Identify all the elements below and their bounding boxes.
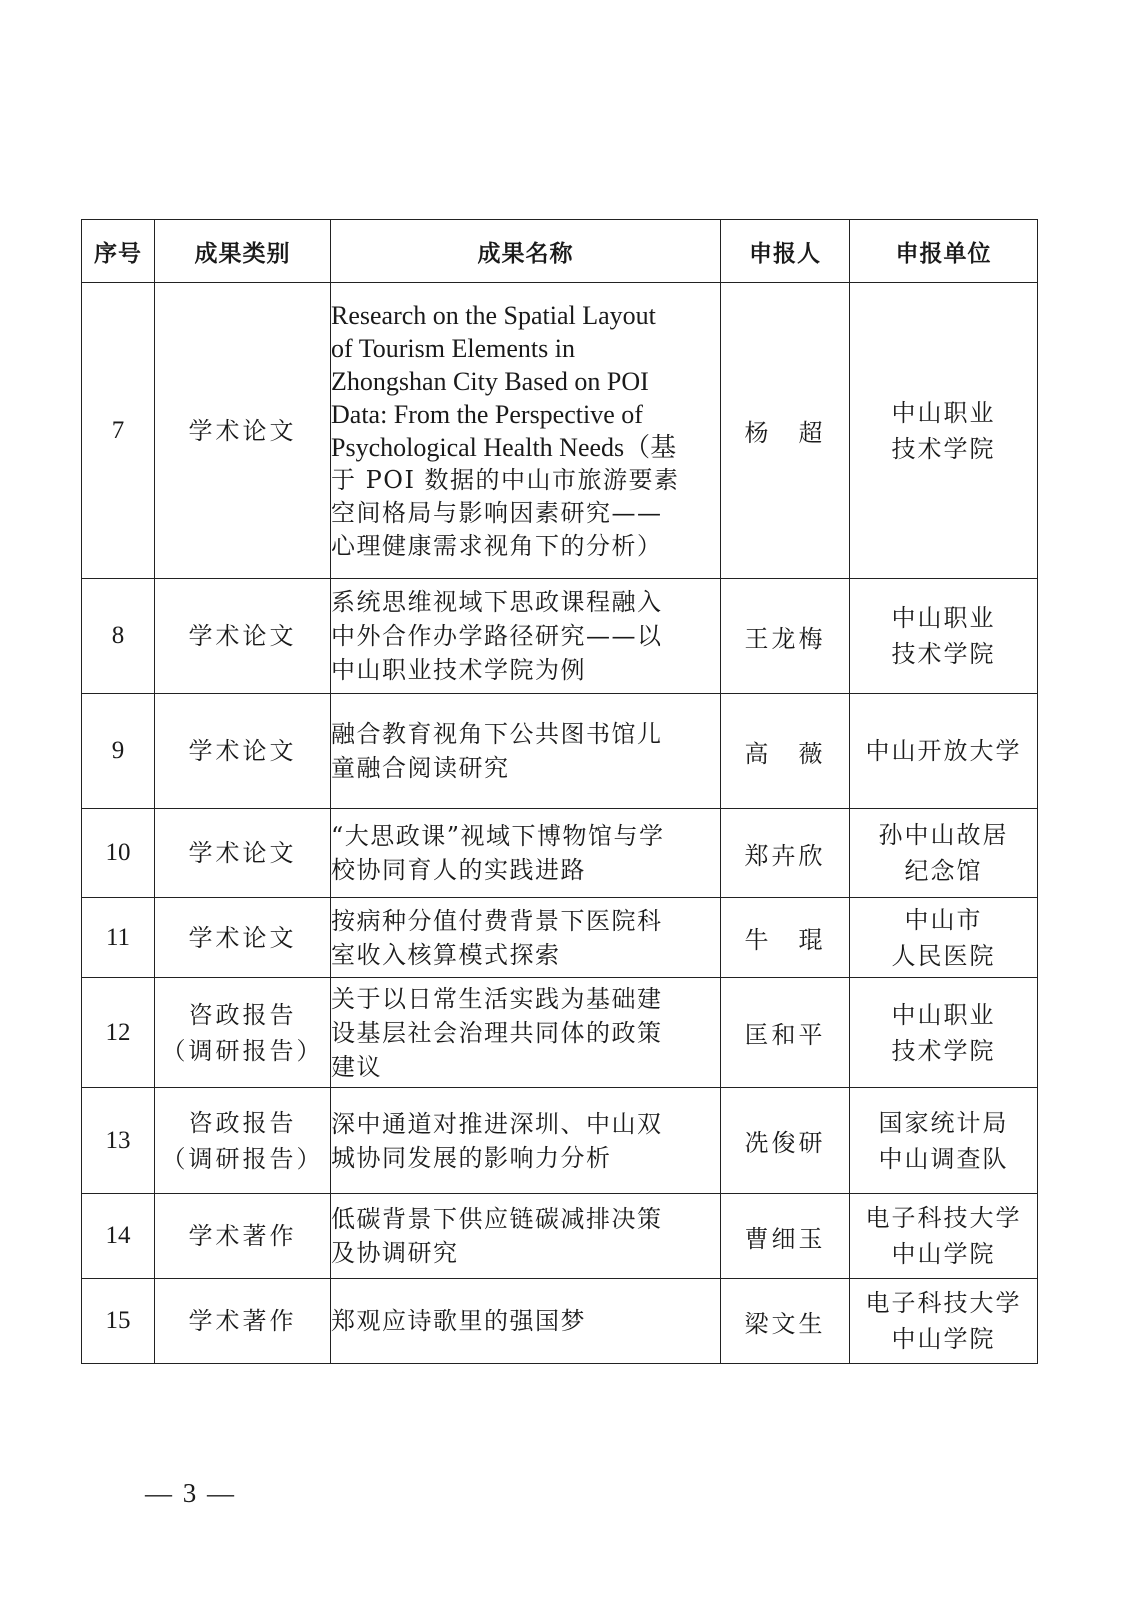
cell-unit <box>850 1088 1038 1194</box>
table-row <box>82 1088 1038 1194</box>
category-line: （调研报告） <box>161 1036 324 1065</box>
title-line: of Tourism Elements in <box>331 333 575 363</box>
cell-unit <box>850 809 1038 898</box>
table-row <box>82 579 1038 694</box>
unit-line: 中山职业 <box>891 398 996 427</box>
header-serial-no: 序号 <box>82 220 155 283</box>
header-category: 成果类别 <box>155 220 331 283</box>
table-row <box>82 809 1038 898</box>
title-line: 建议 <box>331 1052 382 1081</box>
cell-category <box>155 1194 331 1279</box>
title-line: Psychological Health Needs（基 <box>331 432 677 462</box>
table-row <box>82 283 1038 579</box>
title-line: Research on the Spatial Layout <box>331 300 656 330</box>
cell-applicant: 冼俊研 <box>721 1088 850 1194</box>
header-unit: 申报单位 <box>850 220 1038 283</box>
cell-unit <box>850 579 1038 694</box>
header-applicant: 申报人 <box>721 220 850 283</box>
unit-line: 电子科技大学 <box>865 1289 1022 1317</box>
cell-category <box>155 579 331 694</box>
cell-category <box>155 809 331 898</box>
category-line: （调研报告） <box>161 1144 324 1173</box>
cell-title <box>331 978 721 1088</box>
cell-title <box>331 1279 721 1364</box>
cell-serial-no: 15 <box>82 1279 155 1364</box>
unit-line: 中山调查队 <box>878 1144 1009 1173</box>
table-row <box>82 978 1038 1088</box>
cell-category <box>155 1088 331 1194</box>
cell-serial-no: 9 <box>82 694 155 809</box>
table-row <box>82 694 1038 809</box>
results-table <box>81 219 1038 1364</box>
cell-title <box>331 579 721 694</box>
unit-line: 技术学院 <box>891 1036 996 1065</box>
results-table-container <box>81 219 1037 1364</box>
cell-category <box>155 1279 331 1364</box>
title-line: 深中通道对推进深圳、中山双 <box>331 1109 663 1138</box>
cell-unit <box>850 978 1038 1088</box>
cell-category <box>155 694 331 809</box>
unit-line: 中山学院 <box>891 1240 996 1268</box>
title-line: “大思政课”视域下博物馆与学 <box>331 822 665 850</box>
table-row <box>82 898 1038 978</box>
table-row <box>82 1194 1038 1279</box>
unit-line: 中山市 <box>904 905 983 934</box>
title-line: 空间格局与影响因素研究—— <box>331 498 663 527</box>
unit-line: 中山职业 <box>891 1000 996 1029</box>
category-line: 学术论文 <box>188 737 297 765</box>
cell-serial-no: 11 <box>82 898 155 978</box>
table-row <box>82 1279 1038 1364</box>
unit-line: 中山开放大学 <box>865 737 1022 765</box>
category-line: 学术论文 <box>188 416 297 445</box>
cell-serial-no: 13 <box>82 1088 155 1194</box>
unit-line: 技术学院 <box>891 434 996 463</box>
unit-line: 技术学院 <box>891 640 996 668</box>
cell-serial-no: 10 <box>82 809 155 898</box>
cell-applicant: 郑卉欣 <box>721 809 850 898</box>
cell-applicant: 高 薇 <box>721 694 850 809</box>
title-line: 设基层社会治理共同体的政策 <box>331 1018 663 1047</box>
cell-title <box>331 1194 721 1279</box>
cell-applicant: 牛 琨 <box>721 898 850 978</box>
title-line: 童融合阅读研究 <box>331 754 510 782</box>
table-header-row <box>82 220 1038 283</box>
category-line: 咨政报告 <box>188 1000 297 1029</box>
title-line: 校协同育人的实践进路 <box>331 856 586 884</box>
unit-line: 纪念馆 <box>904 857 983 885</box>
unit-line: 孙中山故居 <box>878 821 1009 849</box>
category-line: 咨政报告 <box>188 1108 297 1137</box>
cell-applicant: 梁文生 <box>721 1279 850 1364</box>
title-line: 系统思维视域下思政课程融入 <box>331 588 663 616</box>
cell-title <box>331 283 721 579</box>
cell-applicant: 匡和平 <box>721 978 850 1088</box>
unit-line: 人民医院 <box>891 941 996 970</box>
title-line: 郑观应诗歌里的强国梦 <box>331 1307 586 1335</box>
unit-line: 电子科技大学 <box>865 1204 1022 1232</box>
cell-title <box>331 1088 721 1194</box>
cell-title <box>331 694 721 809</box>
table-header <box>82 220 1038 283</box>
title-line: 按病种分值付费背景下医院科 <box>331 906 663 935</box>
cell-title <box>331 809 721 898</box>
cell-category <box>155 978 331 1088</box>
title-line: 城协同发展的影响力分析 <box>331 1143 612 1172</box>
title-line: 于 POI 数据的中山市旅游要素 <box>331 465 680 494</box>
unit-line: 中山学院 <box>891 1325 996 1353</box>
title-line: Zhongshan City Based on POI <box>331 366 649 396</box>
cell-applicant: 杨 超 <box>721 283 850 579</box>
cell-category <box>155 898 331 978</box>
cell-serial-no: 14 <box>82 1194 155 1279</box>
title-line: 中外合作办学路径研究——以 <box>331 622 663 650</box>
category-line: 学术论文 <box>188 622 297 650</box>
unit-line: 国家统计局 <box>878 1108 1009 1137</box>
cell-title <box>331 898 721 978</box>
cell-unit <box>850 1279 1038 1364</box>
title-line: Data: From the Perspective of <box>331 399 643 429</box>
unit-line: 中山职业 <box>891 604 996 632</box>
title-line: 室收入核算模式探索 <box>331 940 561 969</box>
cell-unit <box>850 283 1038 579</box>
cell-unit <box>850 1194 1038 1279</box>
title-line: 融合教育视角下公共图书馆儿 <box>331 720 663 748</box>
table-body <box>82 283 1038 1364</box>
title-line: 中山职业技术学院为例 <box>331 656 586 684</box>
category-line: 学术论文 <box>188 923 297 952</box>
cell-applicant: 王龙梅 <box>721 579 850 694</box>
cell-unit <box>850 898 1038 978</box>
header-title: 成果名称 <box>331 220 721 283</box>
cell-category <box>155 283 331 579</box>
category-line: 学术著作 <box>188 1307 297 1335</box>
category-line: 学术著作 <box>188 1222 297 1250</box>
cell-serial-no: 7 <box>82 283 155 579</box>
cell-serial-no: 8 <box>82 579 155 694</box>
title-line: 关于以日常生活实践为基础建 <box>331 984 663 1013</box>
page-number: — 3 — <box>145 1478 236 1508</box>
cell-serial-no: 12 <box>82 978 155 1088</box>
title-line: 心理健康需求视角下的分析） <box>331 531 663 560</box>
title-line: 低碳背景下供应链碳减排决策 <box>331 1205 663 1233</box>
category-line: 学术论文 <box>188 839 297 867</box>
title-line: 及协调研究 <box>331 1239 459 1267</box>
cell-unit <box>850 694 1038 809</box>
cell-applicant: 曹细玉 <box>721 1194 850 1279</box>
